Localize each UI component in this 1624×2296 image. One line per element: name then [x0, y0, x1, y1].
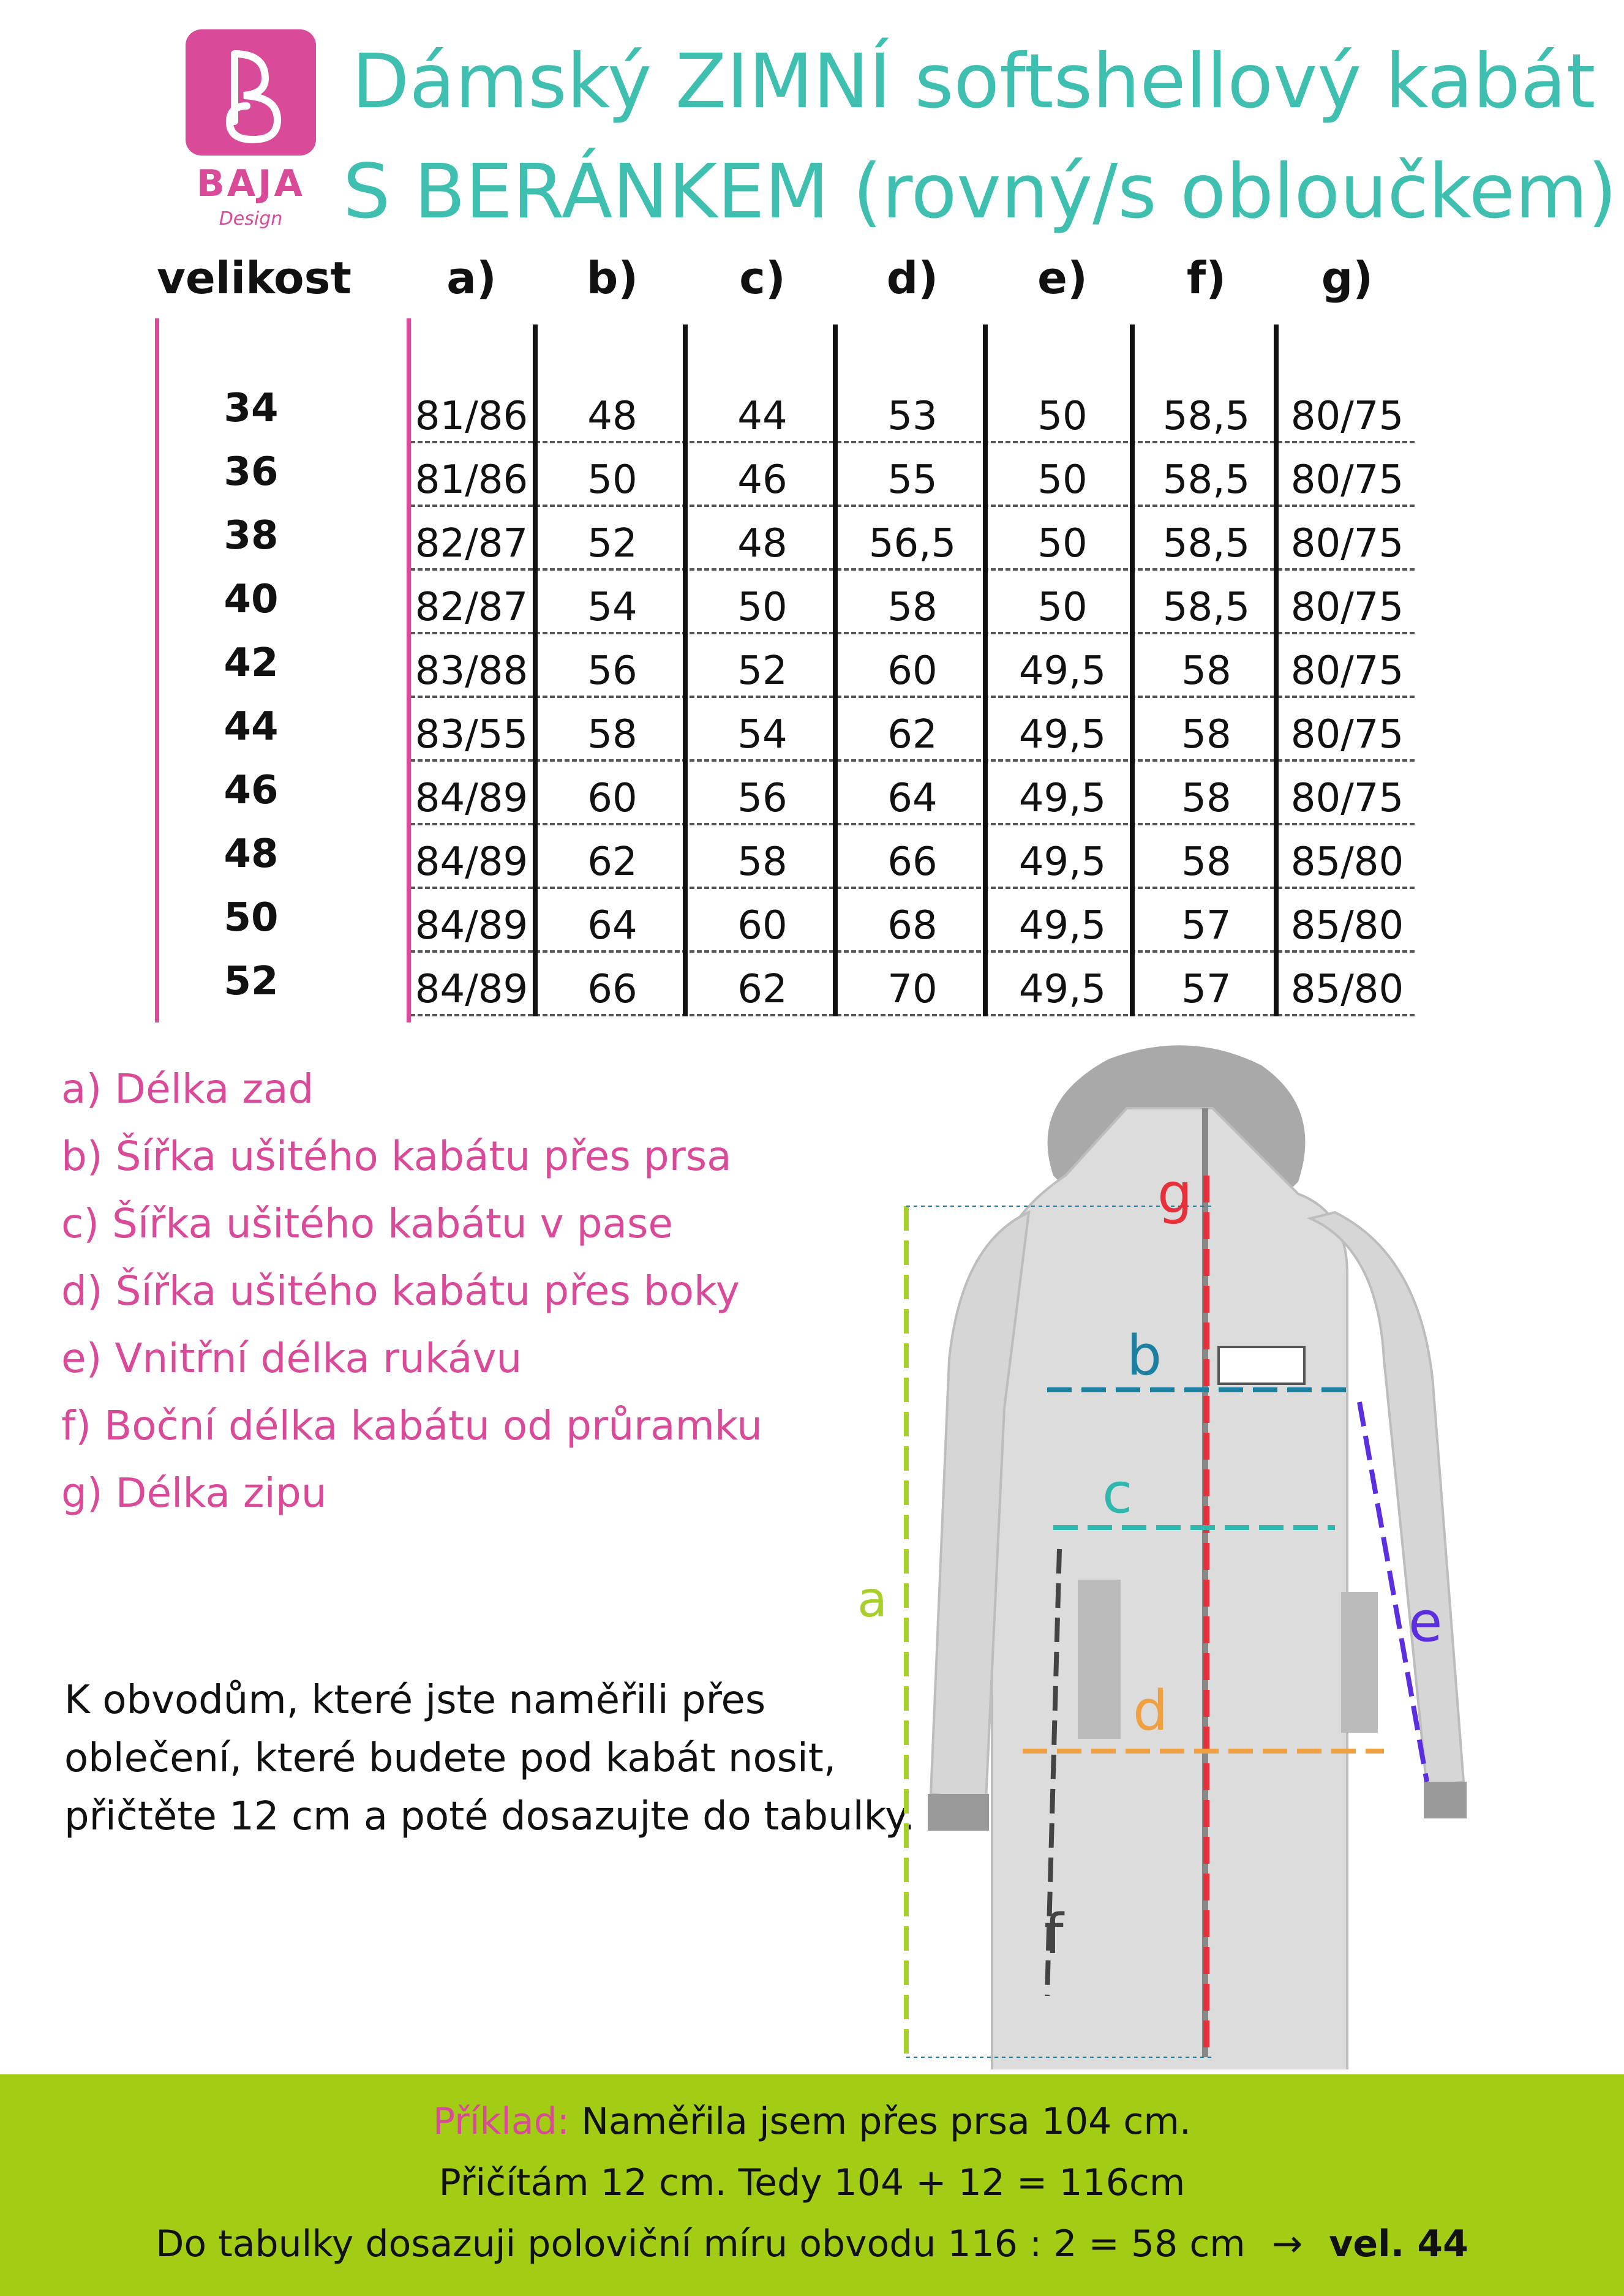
- table-cell: 70: [887, 967, 938, 1012]
- column-header-7: g): [1321, 252, 1374, 304]
- table-cell: 57: [1181, 903, 1231, 948]
- size-label: 52: [224, 959, 279, 1004]
- coat-patch: [1219, 1347, 1304, 1384]
- table-cell: 50: [737, 585, 788, 630]
- table-cell: 58: [737, 839, 788, 885]
- legend-item: a) Délka zad: [61, 1065, 314, 1112]
- table-cell: 80/75: [1290, 394, 1404, 439]
- table-cell: 62: [587, 839, 637, 885]
- column-header-3: c): [739, 252, 786, 304]
- brand-name: BAJA: [197, 162, 305, 205]
- table-cell: 68: [887, 903, 938, 948]
- table-cell: 84/89: [415, 903, 528, 948]
- example-text1: Naměřila jsem přes prsa 104 cm.: [581, 2100, 1191, 2143]
- table-cell: 62: [887, 712, 938, 757]
- column-header-2: b): [586, 252, 639, 304]
- legend-item: f) Boční délka kabátu od průramku: [61, 1402, 762, 1449]
- table-cell: 80/75: [1290, 457, 1404, 503]
- table-cell: 64: [887, 776, 938, 821]
- table-cell: 49,5: [1018, 712, 1107, 757]
- table-cell: 82/87: [415, 521, 528, 566]
- label-b: b: [1127, 1324, 1162, 1388]
- table-cell: 50: [1037, 585, 1088, 630]
- table-left-border: [407, 318, 411, 1022]
- table-cell: 50: [587, 457, 637, 503]
- footer-line3: [0, 2223, 1624, 2265]
- table-cell: 50: [1037, 521, 1088, 566]
- logo-mark-icon: [186, 29, 316, 156]
- table-cell: 53: [887, 394, 938, 439]
- table-cell: 80/75: [1290, 585, 1404, 630]
- table-cell: 55: [887, 457, 938, 503]
- label-g: g: [1157, 1161, 1193, 1226]
- table-cell: 50: [1037, 394, 1088, 439]
- table-cell: 58,5: [1162, 394, 1250, 439]
- right-cuff: [1424, 1782, 1467, 1818]
- column-header-5: e): [1037, 252, 1088, 304]
- size-column-divider: [155, 318, 159, 1022]
- table-cell: 48: [587, 394, 637, 439]
- table-cell: 58: [1181, 712, 1231, 757]
- table-cell: 84/89: [415, 839, 528, 885]
- size-label: 50: [224, 895, 279, 940]
- table-cell: 50: [1037, 457, 1088, 503]
- table-cell: 52: [737, 648, 788, 694]
- size-label: 38: [224, 513, 279, 558]
- table-cell: 56,5: [868, 521, 957, 566]
- column-divider: [683, 325, 688, 1016]
- table-cell: 60: [587, 776, 637, 821]
- table-cell: 85/80: [1290, 903, 1404, 948]
- size-label: 40: [224, 577, 279, 622]
- legend-item: b) Šířka ušitého kabátu přes prsa: [61, 1133, 732, 1180]
- table-cell: 83/55: [415, 712, 528, 757]
- table-cell: 81/86: [415, 394, 528, 439]
- table-cell: 85/80: [1290, 967, 1404, 1012]
- page-title-line1: Dámský ZIMNÍ softshellový kabát: [351, 38, 1596, 125]
- table-cell: 84/89: [415, 967, 528, 1012]
- table-cell: 56: [587, 648, 637, 694]
- table-cell: 84/89: [415, 776, 528, 821]
- table-cell: 49,5: [1018, 903, 1107, 948]
- table-cell: 49,5: [1018, 967, 1107, 1012]
- brand-logo: [186, 29, 316, 156]
- legend-item: d) Šířka ušitého kabátu přes boky: [61, 1267, 740, 1315]
- label-e: e: [1408, 1590, 1443, 1654]
- table-cell: 82/87: [415, 585, 528, 630]
- footer-line2: Přičítám 12 cm. Tedy 104 + 12 = 116cm: [438, 2161, 1186, 2204]
- size-label: 44: [224, 704, 279, 749]
- note-line: oblečení, které budete pod kabát nosit,: [64, 1736, 836, 1781]
- table-cell: 57: [1181, 967, 1231, 1012]
- table-cell: 49,5: [1018, 648, 1107, 694]
- footer-line1: [0, 2100, 1624, 2143]
- coat-diagram: [845, 1041, 1519, 2069]
- table-cell: 60: [737, 903, 788, 948]
- size-label: 48: [224, 831, 279, 877]
- column-header-4: d): [886, 252, 939, 304]
- table-cell: 48: [737, 521, 788, 566]
- row-divider: [410, 1014, 1415, 1016]
- size-label: 34: [224, 386, 279, 431]
- table-cell: 58,5: [1162, 585, 1250, 630]
- arrow-right-icon: →: [1271, 2223, 1303, 2265]
- table-cell: 54: [737, 712, 788, 757]
- table-cell: 52: [587, 521, 637, 566]
- table-cell: 83/88: [415, 648, 528, 694]
- left-pocket: [1078, 1580, 1121, 1739]
- column-header-6: f): [1186, 252, 1227, 304]
- legend-item: e) Vnitřní délka rukávu: [61, 1335, 522, 1382]
- table-cell: 58,5: [1162, 457, 1250, 503]
- left-cuff: [928, 1794, 989, 1831]
- label-d: d: [1133, 1679, 1168, 1743]
- page-title-line2: S BERÁNKEM (rovný/s obloučkem): [343, 148, 1617, 235]
- label-a: a: [857, 1571, 888, 1628]
- column-divider: [533, 325, 538, 1016]
- table-cell: 58,5: [1162, 521, 1250, 566]
- label-f: f: [1044, 1902, 1064, 1967]
- label-c: c: [1102, 1461, 1133, 1526]
- size-label: 46: [224, 768, 279, 813]
- table-cell: 80/75: [1290, 712, 1404, 757]
- table-cell: 58: [887, 585, 938, 630]
- table-cell: 62: [737, 967, 788, 1012]
- column-divider: [983, 325, 988, 1016]
- example-label: Příklad:: [433, 2100, 570, 2143]
- brand-sub: Design: [219, 208, 283, 230]
- table-cell: 64: [587, 903, 637, 948]
- table-cell: 58: [587, 712, 637, 757]
- table-cell: 80/75: [1290, 521, 1404, 566]
- example-text3: Do tabulky dosazuji poloviční míru obvodu 116 : 2 = 58 cm: [156, 2223, 1246, 2265]
- table-cell: 58: [1181, 648, 1231, 694]
- example-result: vel. 44: [1329, 2223, 1468, 2265]
- size-label: 42: [224, 640, 279, 686]
- column-divider: [1274, 325, 1279, 1016]
- table-cell: 58: [1181, 839, 1231, 885]
- table-cell: 49,5: [1018, 776, 1107, 821]
- column-header-1: a): [446, 252, 497, 304]
- column-divider: [833, 325, 838, 1016]
- legend-item: g) Délka zipu: [61, 1469, 327, 1517]
- table-cell: 44: [737, 394, 788, 439]
- size-column-header: velikost: [157, 252, 351, 304]
- table-cell: 60: [887, 648, 938, 694]
- table-cell: 66: [587, 967, 637, 1012]
- table-cell: 49,5: [1018, 839, 1107, 885]
- table-cell: 46: [737, 457, 788, 503]
- table-cell: 54: [587, 585, 637, 630]
- table-cell: 80/75: [1290, 776, 1404, 821]
- table-cell: 58: [1181, 776, 1231, 821]
- size-label: 36: [224, 449, 279, 495]
- column-divider: [1130, 325, 1135, 1016]
- right-pocket: [1341, 1592, 1378, 1733]
- note-line: přičtěte 12 cm a poté dosazujte do tabulky.: [64, 1794, 915, 1839]
- table-cell: 85/80: [1290, 839, 1404, 885]
- legend-item: c) Šířka ušitého kabátu v pase: [61, 1200, 673, 1247]
- table-cell: 66: [887, 839, 938, 885]
- table-cell: 56: [737, 776, 788, 821]
- note-line: K obvodům, které jste naměřili přes: [64, 1678, 766, 1723]
- table-cell: 81/86: [415, 457, 528, 503]
- table-cell: 80/75: [1290, 648, 1404, 694]
